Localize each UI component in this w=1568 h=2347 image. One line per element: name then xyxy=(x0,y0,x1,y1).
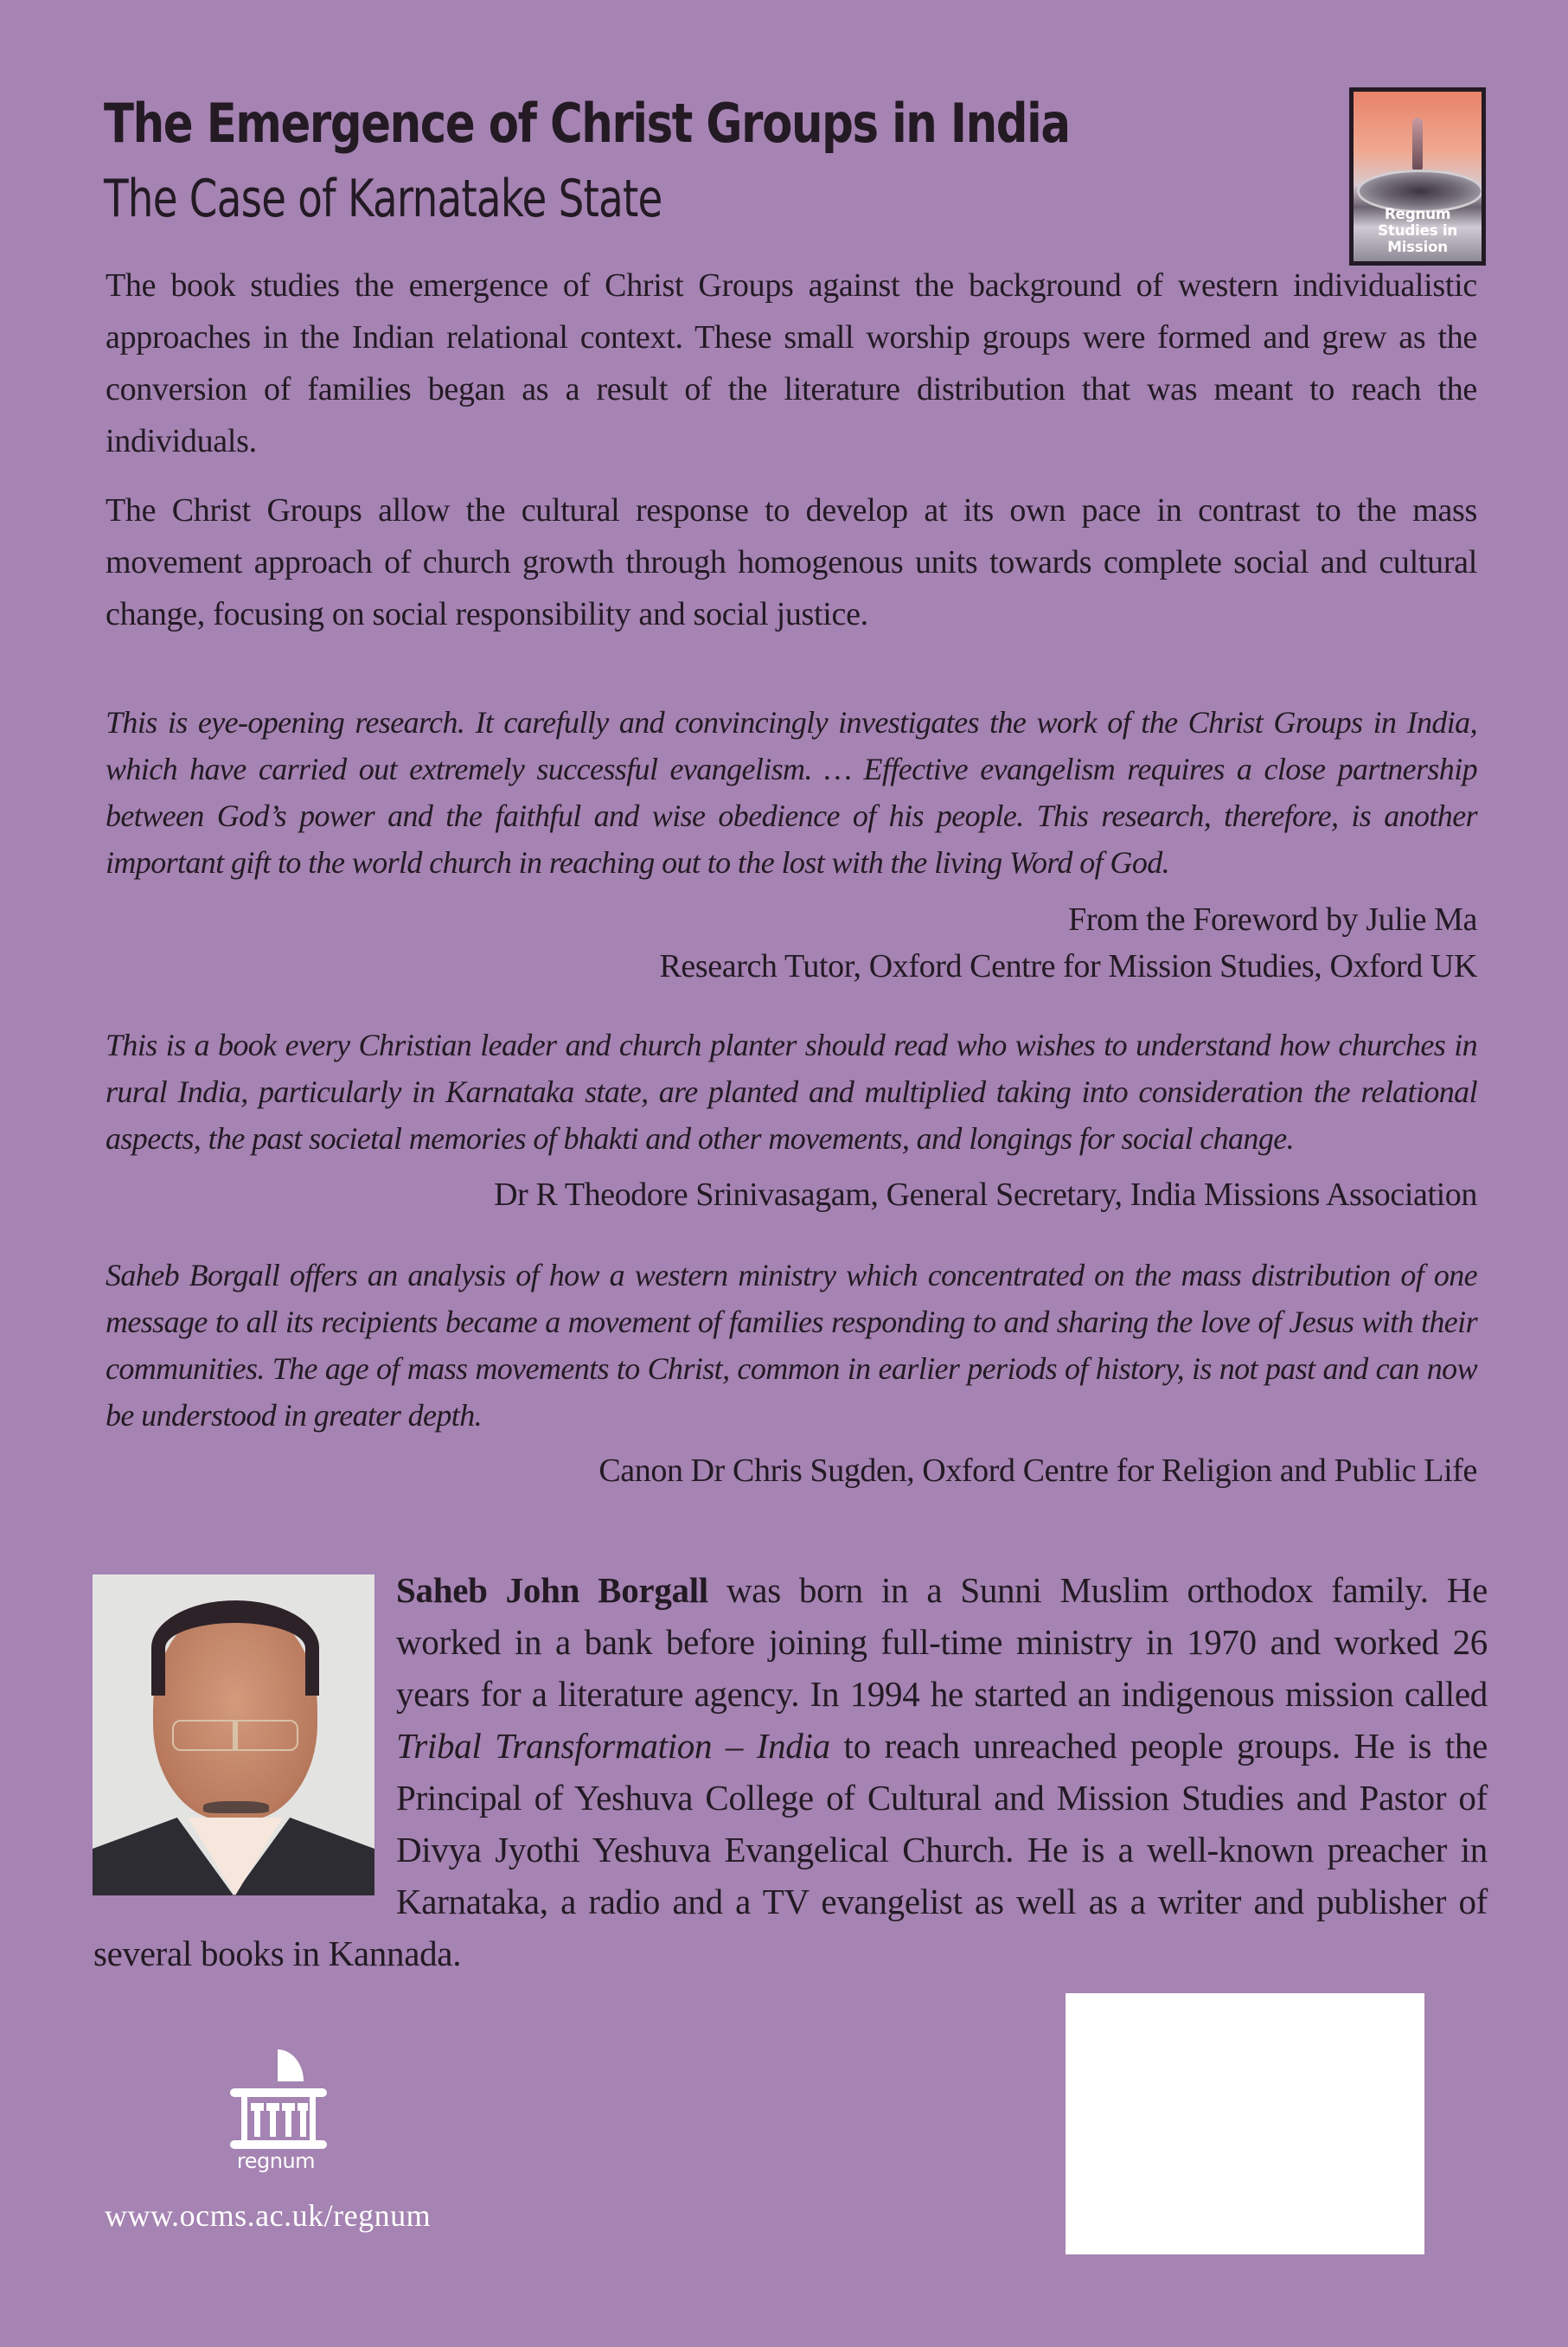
endorsement-quote-3: Saheb Borgall offers an analysis of how a western ministry which concentrated on the mass distribution of one message to all its recipients became a movement of families responding to and sharing the love of Jesus with their communities. The age of mass movements to Christ, common in earlier periods of history, is not past and can now be understood in greater depth. xyxy=(106,1258,1477,1433)
endorsement-attribution-1-role: Research Tutor, Oxford Centre for Mission Studies, Oxford UK xyxy=(659,948,1477,984)
author-bio xyxy=(93,1564,1488,1979)
endorsement-quote-2: This is a book every Christian leader and church planter should read who wishes to understand how churches in rural India, particularly in Karnataka state, are planted and multiplied taking into consideration the relational aspects, the past societal memories of bhakti and other movements, and longings for social change. xyxy=(106,1028,1477,1156)
series-logo xyxy=(1349,87,1486,266)
endorsement-attribution-3: Canon Dr Chris Sugden, Oxford Centre for Religion and Public Life xyxy=(598,1452,1477,1489)
publisher-name: regnum xyxy=(236,2149,316,2173)
description-paragraph-1: The book studies the emergence of Christ Groups against the background of western individualistic approaches in the Indian relational context. These small worship groups were formed and grew as the conversion of families began as a result of the literature distribution that was meant to reach the individuals. xyxy=(106,267,1477,459)
endorsement-attribution-2: Dr R Theodore Srinivasagam, General Secretary, India Missions Association xyxy=(494,1177,1477,1213)
author-bio-text-1: was born in a Sunni Muslim orthodox family. He worked in a bank before joining full-time ministry in 1970 and worked 26 years for a literature agency. In 1994 he started an indigenous mission called xyxy=(396,1570,1488,1714)
publisher-website-link[interactable]: www.ocms.ac.uk/regnum xyxy=(105,2198,432,2233)
author-mission-name: Tribal Transformation – India xyxy=(396,1726,830,1766)
book-subtitle: The Case of Karnatake State xyxy=(104,169,662,229)
endorsement-quote-1: This is eye-opening research. It carefully and convincingly investigates the work of the Christ Groups in India, which have carried out extremely successful evangelism. … Effective evangelism requires a close partnership between God’s power and the faithful and wise obedience of his people. This research, therefore, is another important gift to the world church in reaching out to the lost with the living Word of God. xyxy=(106,705,1477,880)
author-bio-text-2: to reach unreached people groups. He is the Principal of Yeshuva College of Cultural and Mission Studies and Pastor of Divya Jyothi Yeshuva Evangelical Church. He is a well-known preacher in Karnataka, a radio and a TV evangelist as well as a writer and publisher of several books in Kannada. xyxy=(93,1726,1488,1973)
photo-spacer xyxy=(93,1564,396,1927)
author-name: Saheb John Borgall xyxy=(396,1570,708,1610)
water-drop-icon xyxy=(1412,118,1423,170)
barcode-placeholder xyxy=(1066,1993,1424,2254)
endorsement-attribution-1: From the Foreword by Julie Ma xyxy=(1068,901,1477,938)
series-logo-text: Regnum Studies in Mission xyxy=(1378,206,1457,256)
book-title: The Emergence of Christ Groups in India xyxy=(104,92,1070,155)
description-paragraph-2: The Christ Groups allow the cultural response to develop at its own pace in contrast to the mass movement approach of church growth through homogenous units towards complete social and cultural change, focusing on social responsibility and social justice. xyxy=(106,492,1477,632)
